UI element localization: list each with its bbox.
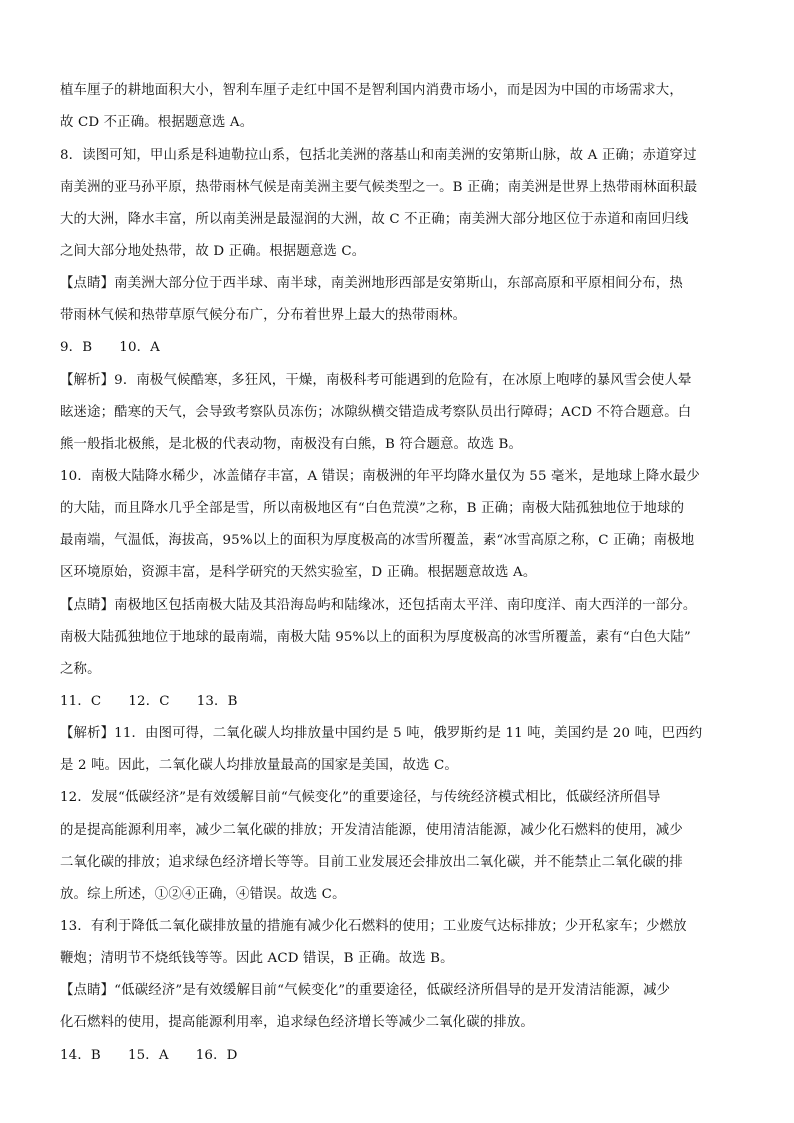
text-line: 最南端，气温低，海拔高，95%以上的面积为厚度极高的冰雪所覆盖，素“冰雪高原之称，C 正确；南极地 xyxy=(60,533,695,548)
text-line: 是 2 吨。因此，二氧化碳人均排放量最高的国家是美国，故选 C。 xyxy=(60,758,458,773)
text-line: 南美洲的亚马孙平原，热带雨林气候是南美洲主要气候类型之一。B 正确；南美洲是世界上热带雨林面积最 xyxy=(60,180,698,195)
text-line: 眩迷途；酷寒的天气，会导致考察队员冻伤；冰隙纵横交错造成考察队员出行障碍；ACD 不符合题意。白 xyxy=(60,405,692,420)
answer-line: 11．C 12．C 13．B xyxy=(60,694,238,709)
text-line: 之称。 xyxy=(60,662,101,677)
text-line: 鞭炮；清明节不烧纸钱等等。因此 ACD 错误，B 正确。故选 B。 xyxy=(60,951,454,966)
text-line: 12．发展“低碳经济”是有效缓解目前“气候变化”的重要途径，与传统经济模式相比，低碳经济所倡导 xyxy=(60,790,661,805)
text-line: 8．读图可知，甲山系是科迪勒拉山系，包括北美洲的落基山和南美洲的安第斯山脉，故 A 正确；赤道穿过 xyxy=(60,148,697,163)
text-line: 【解析】11．由图可得，二氧化碳人均排放量中国约是 5 吨，俄罗斯约是 11 吨，美国约是 20 吨，巴西约 xyxy=(60,726,703,741)
text-line: 之间大部分地处热带，故 D 正确。根据题意选 C。 xyxy=(60,244,366,259)
answer-line: 9．B 10．A xyxy=(60,340,160,355)
text-line: 10．南极大陆降水稀少，冰盖储存丰富，A 错误；南极洲的年平均降水量仅为 55 毫米，是地球上降水最少 xyxy=(60,469,700,484)
text-line: 的是提高能源利用率，减少二氧化碳的排放；开发清洁能源，使用清洁能源，减少化石燃料的使用，减少 xyxy=(60,823,683,838)
text-line: 【点睛】南极地区包括南极大陆及其沿海岛屿和陆缘冰，还包括南太平洋、南印度洋、南大西洋的一部分。 xyxy=(60,598,697,613)
text-line: 化石燃料的使用，提高能源利用率，追求绿色经济增长等减少二氧化碳的排放。 xyxy=(60,1015,534,1030)
text-line: 【点睛】南美洲大部分位于西半球、南半球，南美洲地形西部是安第斯山，东部高原和平原相间分布，热 xyxy=(60,276,683,291)
text-line: 南极大陆孤独地位于地球的最南端，南极大陆 95%以上的面积为厚度极高的冰雪所覆盖，素有“白色大陆” xyxy=(60,630,691,645)
text-line: 区环境原始，资源丰富，是科学研究的天然实验室，D 正确。根据题意故选 A。 xyxy=(60,565,537,580)
text-line: 的大陆，而且降水几乎全部是雪，所以南极地区有“白色荒漠”之称，B 正确；南极大陆孤独地位于地球的 xyxy=(60,501,685,516)
text-line: 【点睛】“低碳经济”是有效缓解目前“气候变化”的重要途径，低碳经济所倡导的是开发清洁能源，减少 xyxy=(60,983,671,998)
text-line: 13．有利于降低二氧化碳排放量的措施有减少化石燃料的使用；工业废气达标排放；少开私家车；少燃放 xyxy=(60,919,687,934)
text-line: 带雨林气候和热带草原气候分布广，分布着世界上最大的热带雨林。 xyxy=(60,308,467,323)
text-line: 植车厘子的耕地面积大小，智利车厘子走红中国不是智利国内消费市场小，而是因为中国的市场需求大， xyxy=(60,83,683,98)
text-line: 二氧化碳的排放；追求绿色经济增长等等。目前工业发展还会排放出二氧化碳，并不能禁止二氧化碳的排 xyxy=(60,855,683,870)
text-line: 【解析】9．南极气候酷寒，多狂风，干燥，南极科考可能遇到的危险有，在冰原上咆哮的暴风雪会使人晕 xyxy=(60,373,692,388)
answer-line: 14．B 15．A 16．D xyxy=(60,1048,238,1063)
text-line: 故 CD 不正确。根据题意选 A。 xyxy=(60,115,254,130)
text-line: 大的大洲，降水丰富，所以南美洲是最湿润的大洲，故 C 不正确；南美洲大部分地区位于赤道和南回归线 xyxy=(60,212,689,227)
text-line: 放。综上所述，①②④正确，④错误。故选 C。 xyxy=(60,887,346,902)
text-line: 熊一般指北极熊，是北极的代表动物，南极没有白熊，B 符合题意。故选 B。 xyxy=(60,437,523,452)
